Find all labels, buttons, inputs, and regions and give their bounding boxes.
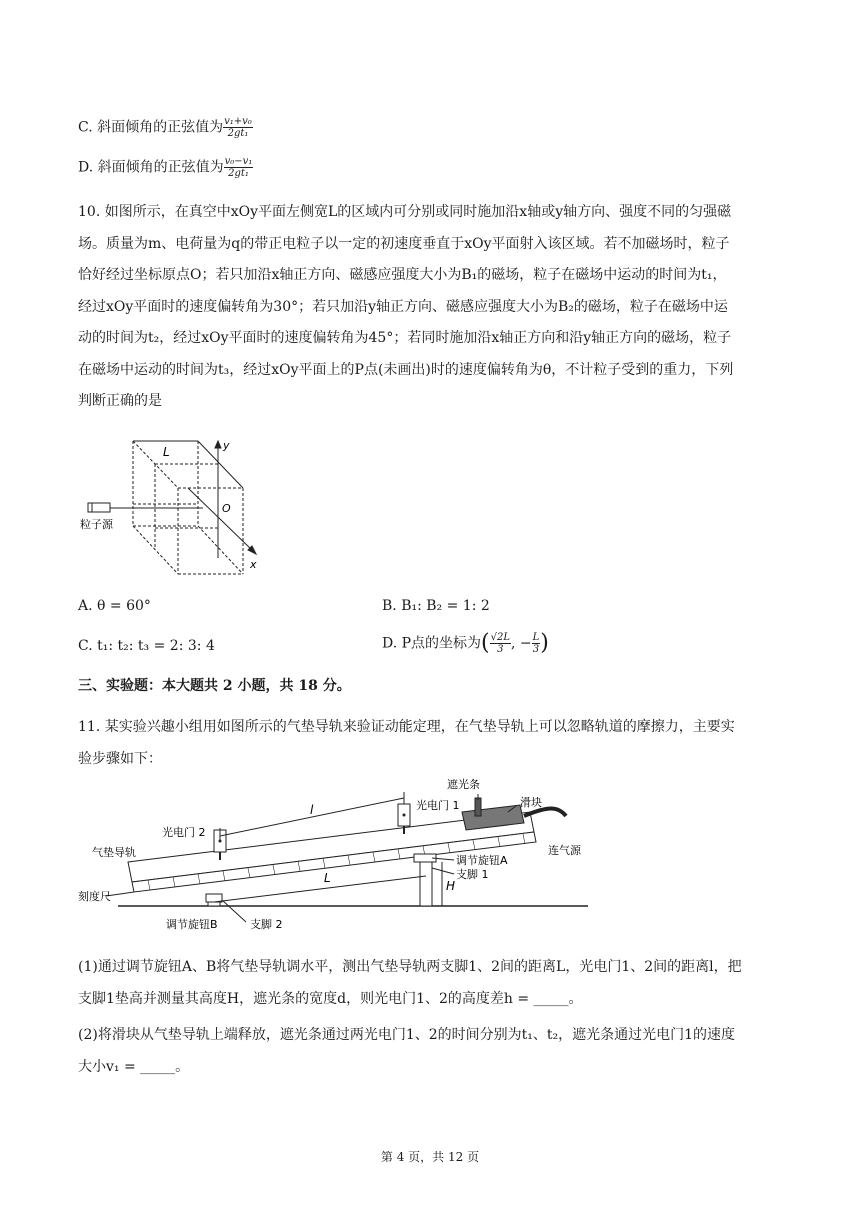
q11-label-rail: 气垫导轨: [92, 846, 136, 859]
q11-intro-line: 验步骤如下：: [78, 750, 162, 767]
q10-option-a: A. θ = 60°: [78, 598, 151, 614]
q9-option-c-text: C. 斜面倾角的正弦值为: [78, 119, 224, 136]
page-footer: 第 4 页，共 12 页: [380, 1150, 480, 1164]
q9-option-d-fraction: [224, 156, 254, 179]
q9-option-d: [78, 156, 253, 179]
q11-label-l: l: [310, 803, 314, 817]
q11-step2-line: (2)将滑块从气垫导轨上端释放，遮光条通过两光电门1、2的时间分别为t₁、t₂，遮光条通过光电门1的速度: [78, 1027, 736, 1043]
q10-option-d-text: D. P点的坐标为: [382, 635, 482, 652]
q10-option-b: B. B₁: B₂ = 1: 2: [382, 598, 490, 614]
q10-option-d-y-denominator: 3: [532, 644, 540, 655]
q11-label-H: H: [446, 879, 456, 893]
q9-option-d-text: D. 斜面倾角的正弦值为: [78, 159, 224, 176]
q10-option-c: C. t₁: t₂: t₃ = 2: 3: 4: [78, 638, 215, 654]
q10-option-d-x-denominator: 3: [497, 644, 504, 655]
q11-label-gate1: 光电门 1: [416, 799, 460, 812]
q10-option-d-y-fraction: [532, 632, 541, 655]
q10-label-source: 粒子源: [80, 518, 113, 531]
q10-option-d: D. P点的坐标为( $\frac{√2L}{3}$ , − $\frac{L}{3}$ ): [382, 630, 549, 656]
q11-step1: [78, 952, 784, 1015]
q11-label-knob-a: 调节旋钮A: [456, 854, 508, 867]
q10-line: 经过xOy平面时的速度偏转角为30°；若只加沿y轴正方向、磁感应强度大小为B₂的磁场，粒子在磁场中运: [78, 298, 728, 315]
q10-line: 恰好经过坐标原点O；若只加沿x轴正方向、磁感应强度大小为B₁的磁场，粒子在磁场中运动的时间为t₁，: [78, 267, 727, 283]
q11-label-slider: 滑块: [520, 796, 542, 809]
q9-option-c-numerator: v₁+v₀: [224, 116, 252, 127]
q10-option-d-y-numerator: L: [532, 632, 540, 643]
q11-step1-line: (1)通过调节旋钮A、B将气垫导轨调水平，测出气垫导轨两支脚1、2间的距离L，光电门1、2间的距离l，把: [78, 959, 742, 975]
q11-step2: [78, 1020, 784, 1083]
q11-label-air: 连气源: [548, 844, 581, 857]
q11-label-ruler: 刻度尺: [78, 890, 111, 903]
q9-option-d-denominator: 2gt₁: [228, 168, 249, 179]
q10-line: 判断正确的是: [78, 393, 162, 409]
q11-label-knob-b: 调节旋钮B: [166, 918, 218, 931]
q11-label-shade: 遮光条: [447, 778, 480, 791]
q11-label-L: L: [324, 871, 331, 885]
q11-label-foot2: 支脚 2: [250, 918, 283, 931]
q11-label-foot1: 支脚 1: [456, 868, 489, 881]
q10-label-O: O: [222, 502, 231, 515]
q10-line: 在磁场中运动的时间为t₃，经过xOy平面上的P点(未画出)时的速度偏转角为θ，不计粒子受到的重力，下列: [78, 361, 734, 378]
q9-option-c-denominator: 2gt₁: [227, 128, 249, 139]
q10-label-L: L: [163, 445, 170, 459]
q11-figure: [78, 776, 590, 938]
q11-intro-line: 11. 某实验兴趣小组用如图所示的气垫导轨来验证动能定理，在气垫导轨上可以忽略轨道的摩擦力，主要实: [78, 719, 735, 735]
q10-line: 场。质量为m、电荷量为q的带正电粒子以一定的初速度垂直于xOy平面射入该区域。若不加磁场时，粒子: [78, 235, 730, 252]
q10-label-x: x: [250, 558, 257, 571]
q10-stem: [78, 197, 784, 418]
q11-intro: [78, 712, 784, 775]
q10-option-d-x-fraction: [490, 632, 511, 655]
q10-figure: [78, 436, 268, 582]
q11-label-gate2: 光电门 2: [162, 826, 206, 839]
q10-line: 10. 如图所示，在真空中xOy平面左侧宽L的区域内可分别或同时施加沿x轴或y轴方向、强度不同的匀强磁: [78, 204, 732, 220]
q11-step1-line: 支脚1垫高并测量其高度H，遮光条的宽度d，则光电门1、2的高度差h = _____。: [78, 990, 583, 1007]
q9-option-c: [78, 116, 253, 139]
q10-label-y: y: [223, 439, 230, 452]
q9-option-c-fraction: [223, 116, 253, 139]
section-heading: 三、实验题：本大题共 2 小题，共 18 分。: [78, 678, 351, 694]
q10-option-d-x-numerator: √2L: [490, 632, 511, 643]
q9-option-d-numerator: v₀−v₁: [224, 156, 253, 167]
q11-step2-line: 大小v₁ = _____。: [78, 1058, 190, 1075]
q10-option-d-separator: , −: [511, 635, 532, 652]
q10-line: 动的时间为t₂，经过xOy平面时的速度偏转角为45°；若同时施加沿x轴正方向和沿y轴正方向的磁场，粒子: [78, 330, 732, 346]
